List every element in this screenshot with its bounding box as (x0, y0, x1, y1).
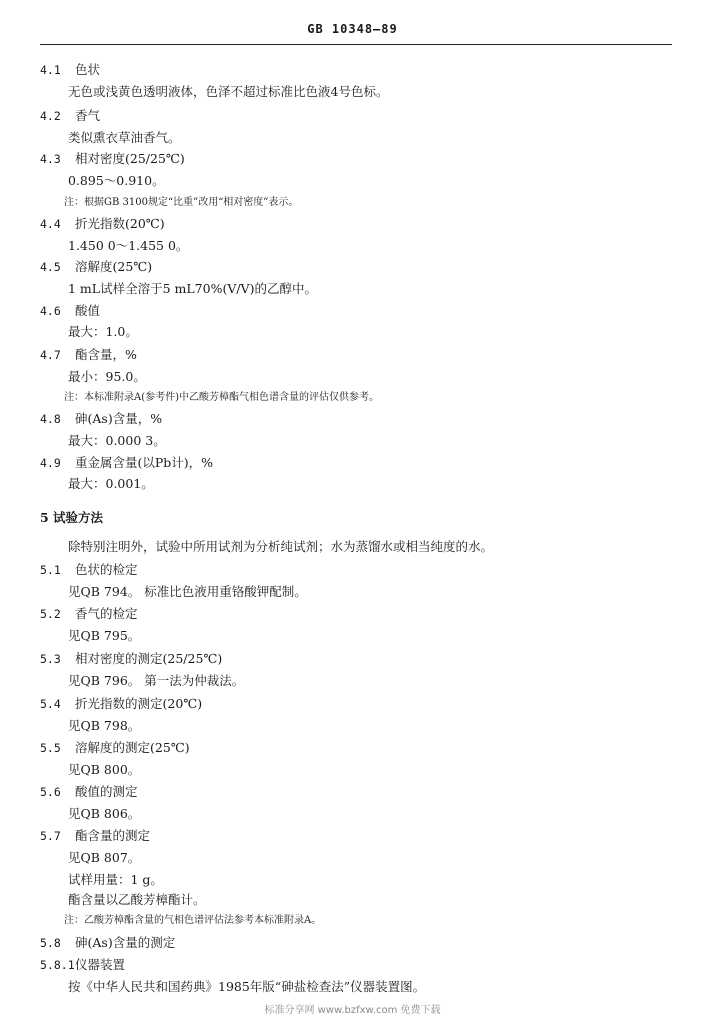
page-header: GB 10348—89 (307, 22, 398, 36)
body-text: 1 mL试样全溶于5 mL70%(V/V)的乙醇中。 (68, 281, 317, 296)
clause-number: 4.2 (40, 109, 61, 123)
clause-title: 酯含量的测定 (75, 828, 151, 843)
clause-number: 4.1 (40, 63, 61, 77)
clause-title: 重金属含量(以Pb计)，% (75, 455, 214, 470)
body-text: 最大：0.001。 (68, 476, 154, 491)
clause-title: 砷(As)含量的测定 (75, 935, 176, 950)
clause-title: 酯含量，% (75, 347, 137, 362)
clause-number: 4.3 (40, 152, 61, 166)
note-text: 注：根据GB 3100规定“比重”改用“相对密度”表示。 (64, 197, 299, 208)
body-text: 见QB 794。 标准比色液用重铬酸钾配制。 (68, 584, 307, 599)
section-heading: 5 试验方法 (40, 510, 104, 525)
body-text: 无色或浅黄色透明液体，色泽不超过标准比色液4号色标。 (68, 84, 389, 99)
clause-number: 5.4 (40, 697, 61, 711)
note-text: 注：本标准附录A(参考件)中乙酸芳樟酯气相色谱含量的评估仅供参考。 (64, 392, 380, 403)
clause-number: 4.5 (40, 260, 61, 274)
clause-title: 砷(As)含量，% (75, 411, 163, 426)
body-text: 试样用量：1 g。 (68, 872, 163, 887)
clause-number: 4.8 (40, 412, 61, 426)
clause-title: 折光指数的测定(20℃) (75, 696, 203, 711)
body-text: 见QB 807。 (68, 850, 141, 865)
clause-number: 4.6 (40, 304, 61, 318)
body-text: 最大：0.000 3。 (68, 433, 166, 448)
body-text: 见QB 798。 (68, 718, 141, 733)
clause-title: 酸值 (75, 303, 101, 318)
clause-number: 5.1 (40, 563, 61, 577)
clause-title: 色状 (75, 62, 101, 77)
clause-number: 5.5 (40, 741, 61, 755)
body-text: 0.895～0.910。 (68, 173, 165, 188)
body-text: 最大：1.0。 (68, 324, 138, 339)
clause-title: 酸值的测定 (75, 784, 138, 799)
clause-title: 香气 (75, 108, 101, 123)
clause-title: 相对密度的测定(25/25℃) (75, 651, 223, 666)
body-text: 最小：95.0。 (68, 369, 146, 384)
body-text: 类似熏衣草油香气。 (68, 130, 181, 145)
body-text: 按《中华人民共和国药典》1985年版“砷盐检查法”仪器装置图。 (68, 979, 426, 994)
clause-number: 4.7 (40, 348, 61, 362)
header-rule (40, 44, 672, 45)
body-text: 见QB 806。 (68, 806, 141, 821)
clause-number: 5.2 (40, 607, 61, 621)
body-text: 除特别注明外，试验中所用试剂为分析纯试剂；水为蒸馏水或相当纯度的水。 (68, 539, 494, 554)
clause-number: 5.8.1 (40, 958, 75, 972)
clause-title: 相对密度(25/25℃) (75, 151, 185, 166)
clause-title: 色状的检定 (75, 562, 138, 577)
clause-title: 溶解度(25℃) (75, 259, 153, 274)
clause-number: 5.8 (40, 936, 61, 950)
clause-title: 仪器装置 (75, 957, 126, 972)
clause-number: 5.3 (40, 652, 61, 666)
body-text: 见QB 795。 (68, 628, 141, 643)
body-text: 见QB 796。 第一法为仲裁法。 (68, 673, 245, 688)
clause-title: 折光指数(20℃) (75, 216, 165, 231)
clause-title: 香气的检定 (75, 606, 138, 621)
clause-title: 溶解度的测定(25℃) (75, 740, 190, 755)
watermark-footer: 标准分享网 www.bzfxw.com 免费下载 (264, 1005, 441, 1016)
clause-number: 5.7 (40, 829, 61, 843)
clause-number: 5.6 (40, 785, 61, 799)
clause-number: 4.4 (40, 217, 61, 231)
body-text: 见QB 800。 (68, 762, 141, 777)
note-text: 注：乙酸芳樟酯含量的气相色谱评估法参考本标准附录A。 (64, 915, 322, 926)
body-text: 酯含量以乙酸芳樟酯计。 (68, 892, 206, 907)
body-text: 1.450 0～1.455 0。 (68, 238, 189, 253)
clause-number: 4.9 (40, 456, 61, 470)
